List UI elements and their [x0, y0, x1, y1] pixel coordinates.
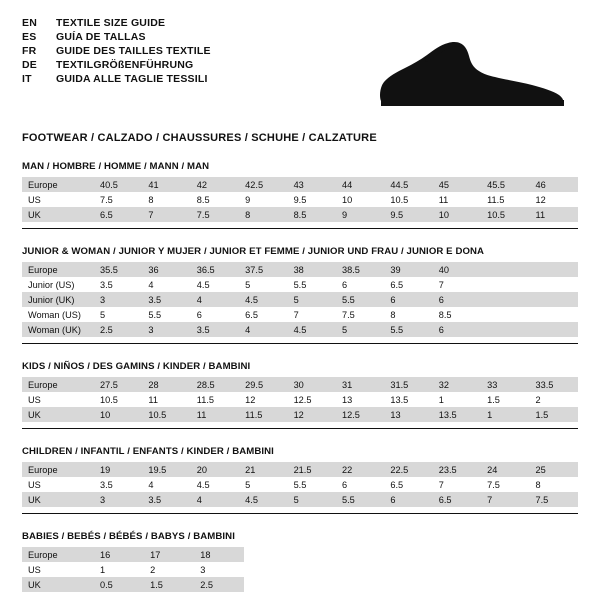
divider — [22, 343, 578, 344]
size-cell: 43 — [288, 177, 336, 192]
size-cell: 40 — [433, 262, 481, 277]
size-cell: 12 — [239, 392, 287, 407]
size-cell: 32 — [433, 377, 481, 392]
size-cell: 7 — [142, 207, 190, 222]
size-cell: 2.5 — [94, 322, 142, 337]
size-table — [22, 177, 578, 222]
size-cell: 5 — [288, 492, 336, 507]
table-row — [22, 262, 578, 277]
table-row — [22, 322, 578, 337]
size-cell: 13.5 — [384, 392, 432, 407]
size-cell: 25 — [530, 462, 578, 477]
language-title: GUIDA ALLE TAGLIE TESSILI — [56, 73, 208, 85]
table-row — [22, 307, 578, 322]
size-cell: 4 — [142, 477, 190, 492]
document-header — [22, 18, 578, 118]
size-cell: 6 — [433, 322, 481, 337]
size-cell: 36 — [142, 262, 190, 277]
row-label: US — [22, 192, 94, 207]
size-cell: 33.5 — [530, 377, 578, 392]
size-cell: 16 — [94, 547, 144, 562]
size-cell: 24 — [481, 462, 529, 477]
size-cell: 19.5 — [142, 462, 190, 477]
size-cell: 8.5 — [191, 192, 239, 207]
size-cell: 3.5 — [94, 477, 142, 492]
size-cell: 4 — [142, 277, 190, 292]
size-cell-empty — [481, 307, 529, 322]
size-cell: 11 — [530, 207, 578, 222]
size-cell: 5.5 — [336, 292, 384, 307]
size-cell: 8 — [384, 307, 432, 322]
size-cell: 3.5 — [94, 277, 142, 292]
row-label: Woman (UK) — [22, 322, 94, 337]
size-cell: 31 — [336, 377, 384, 392]
size-cell: 1 — [433, 392, 481, 407]
size-group-children — [22, 446, 578, 514]
language-row — [22, 46, 211, 60]
size-cell: 6.5 — [384, 277, 432, 292]
size-cell: 46 — [530, 177, 578, 192]
language-code: ES — [22, 31, 37, 43]
size-cell: 42.5 — [239, 177, 287, 192]
language-row — [22, 74, 211, 88]
size-cell: 40.5 — [94, 177, 142, 192]
language-title: GUIDE DES TAILLES TEXTILE — [56, 45, 211, 57]
size-cell: 3.5 — [142, 492, 190, 507]
size-cell: 3 — [142, 322, 190, 337]
table-row — [22, 577, 244, 592]
size-cell: 6.5 — [239, 307, 287, 322]
size-cell: 4 — [191, 492, 239, 507]
group-title: MAN / HOMBRE / HOMME / MANN / MAN — [22, 161, 210, 172]
size-cell: 27.5 — [94, 377, 142, 392]
row-label: US — [22, 562, 94, 577]
size-cell: 9.5 — [384, 207, 432, 222]
size-cell: 13 — [336, 392, 384, 407]
size-table — [22, 262, 578, 337]
size-cell-empty — [530, 262, 578, 277]
size-cell: 11 — [433, 192, 481, 207]
size-cell: 18 — [194, 547, 244, 562]
size-cell: 30 — [288, 377, 336, 392]
size-cell: 6 — [336, 277, 384, 292]
size-table — [22, 462, 578, 507]
row-label: US — [22, 477, 94, 492]
size-cell: 5 — [336, 322, 384, 337]
size-cell: 2.5 — [194, 577, 244, 592]
size-cell: 4.5 — [288, 322, 336, 337]
table-row — [22, 407, 578, 422]
size-cell: 1.5 — [481, 392, 529, 407]
row-label: Europe — [22, 462, 94, 477]
row-label: UK — [22, 492, 94, 507]
size-cell: 1 — [94, 562, 144, 577]
size-cell-empty — [530, 277, 578, 292]
size-cell: 17 — [144, 547, 194, 562]
table-row — [22, 462, 578, 477]
language-title: TEXTILE SIZE GUIDE — [56, 17, 166, 29]
size-cell: 20 — [191, 462, 239, 477]
language-code: IT — [22, 73, 32, 85]
table-row — [22, 492, 578, 507]
table-row — [22, 177, 578, 192]
size-cell: 6 — [191, 307, 239, 322]
size-cell: 8 — [142, 192, 190, 207]
size-cell: 6 — [336, 477, 384, 492]
language-row — [22, 18, 211, 32]
row-label: UK — [22, 407, 94, 422]
size-cell: 8 — [530, 477, 578, 492]
size-cell: 10.5 — [94, 392, 142, 407]
size-cell: 10 — [433, 207, 481, 222]
size-cell: 22 — [336, 462, 384, 477]
size-cell: 10.5 — [384, 192, 432, 207]
size-cell: 10 — [336, 192, 384, 207]
size-cell: 7.5 — [530, 492, 578, 507]
dress-shoe-icon — [373, 38, 568, 110]
size-cell: 28.5 — [191, 377, 239, 392]
size-cell-empty — [481, 262, 529, 277]
size-cell: 5 — [94, 307, 142, 322]
row-label: UK — [22, 207, 94, 222]
language-title-list — [22, 18, 211, 88]
size-cell: 4 — [191, 292, 239, 307]
size-cell: 7.5 — [481, 477, 529, 492]
size-cell-empty — [481, 292, 529, 307]
size-cell-empty — [530, 322, 578, 337]
size-cell: 21.5 — [288, 462, 336, 477]
table-row — [22, 562, 244, 577]
row-label: Europe — [22, 377, 94, 392]
size-cell-empty — [481, 277, 529, 292]
table-row — [22, 192, 578, 207]
size-cell: 7 — [433, 477, 481, 492]
size-cell: 7 — [481, 492, 529, 507]
size-group-man — [22, 161, 578, 229]
group-title: KIDS / NIÑOS / DES GAMINS / KINDER / BAMBINI — [22, 361, 251, 372]
size-cell: 5.5 — [288, 477, 336, 492]
group-title: JUNIOR & WOMAN / JUNIOR Y MUJER / JUNIOR ET FEMME / JUNIOR UND FRAU / JUNIOR E DONA — [22, 246, 485, 257]
size-cell: 3.5 — [142, 292, 190, 307]
size-cell: 6.5 — [94, 207, 142, 222]
size-cell: 12.5 — [288, 392, 336, 407]
size-cell: 10 — [94, 407, 142, 422]
size-cell: 11 — [191, 407, 239, 422]
row-label: Europe — [22, 262, 94, 277]
table-row — [22, 377, 578, 392]
size-cell: 42 — [191, 177, 239, 192]
size-cell-empty — [481, 322, 529, 337]
size-cell: 21 — [239, 462, 287, 477]
size-cell: 19 — [94, 462, 142, 477]
size-cell: 3 — [94, 492, 142, 507]
size-cell: 39 — [384, 262, 432, 277]
size-cell: 37.5 — [239, 262, 287, 277]
size-cell: 4.5 — [239, 292, 287, 307]
size-cell: 10.5 — [142, 407, 190, 422]
size-cell: 5.5 — [384, 322, 432, 337]
size-cell: 0.5 — [94, 577, 144, 592]
size-cell: 7 — [288, 307, 336, 322]
size-cell: 11.5 — [191, 392, 239, 407]
row-label: Woman (US) — [22, 307, 94, 322]
size-cell: 4.5 — [191, 277, 239, 292]
size-cell: 38.5 — [336, 262, 384, 277]
size-cell: 5.5 — [336, 492, 384, 507]
size-group-kids — [22, 361, 578, 429]
size-cell: 7.5 — [191, 207, 239, 222]
table-row — [22, 392, 578, 407]
row-label: Junior (US) — [22, 277, 94, 292]
size-cell: 4.5 — [191, 477, 239, 492]
size-cell: 4 — [239, 322, 287, 337]
row-label: US — [22, 392, 94, 407]
row-label: Junior (UK) — [22, 292, 94, 307]
size-cell: 44.5 — [384, 177, 432, 192]
size-cell: 38 — [288, 262, 336, 277]
size-cell: 33 — [481, 377, 529, 392]
size-cell: 36.5 — [191, 262, 239, 277]
size-cell: 9 — [336, 207, 384, 222]
size-table — [22, 547, 244, 592]
size-cell: 45 — [433, 177, 481, 192]
size-cell: 8.5 — [288, 207, 336, 222]
row-label: Europe — [22, 547, 94, 562]
page-title: FOOTWEAR / CALZADO / CHAUSSURES / SCHUHE / CALZATURE — [22, 132, 377, 144]
size-cell: 5 — [239, 277, 287, 292]
size-cell: 6 — [433, 292, 481, 307]
size-cell: 8 — [239, 207, 287, 222]
size-cell-empty — [530, 307, 578, 322]
size-cell: 13 — [384, 407, 432, 422]
language-code: EN — [22, 17, 37, 29]
size-cell: 41 — [142, 177, 190, 192]
size-cell: 29.5 — [239, 377, 287, 392]
size-cell: 11.5 — [481, 192, 529, 207]
size-cell: 5 — [239, 477, 287, 492]
table-row — [22, 292, 578, 307]
size-cell: 5 — [288, 292, 336, 307]
size-cell: 45.5 — [481, 177, 529, 192]
language-row — [22, 60, 211, 74]
table-row — [22, 477, 578, 492]
divider — [22, 428, 578, 429]
size-cell: 6.5 — [433, 492, 481, 507]
divider — [22, 513, 578, 514]
language-title: TEXTILGRÖßENFÜHRUNG — [56, 59, 194, 71]
size-cell: 9 — [239, 192, 287, 207]
row-label: Europe — [22, 177, 94, 192]
size-cell: 28 — [142, 377, 190, 392]
size-cell: 12 — [288, 407, 336, 422]
row-label: UK — [22, 577, 94, 592]
size-cell: 10.5 — [481, 207, 529, 222]
size-cell: 3.5 — [191, 322, 239, 337]
table-row — [22, 277, 578, 292]
size-cell: 11.5 — [239, 407, 287, 422]
size-cell: 7 — [433, 277, 481, 292]
size-cell: 6 — [384, 292, 432, 307]
size-cell: 1 — [481, 407, 529, 422]
size-cell: 5.5 — [142, 307, 190, 322]
size-cell: 31.5 — [384, 377, 432, 392]
size-cell: 22.5 — [384, 462, 432, 477]
language-code: DE — [22, 59, 37, 71]
size-cell: 2 — [144, 562, 194, 577]
size-cell: 44 — [336, 177, 384, 192]
language-title: GUÍA DE TALLAS — [56, 31, 146, 43]
size-cell-empty — [530, 292, 578, 307]
group-title: CHILDREN / INFANTIL / ENFANTS / KINDER / BAMBINI — [22, 446, 274, 457]
size-cell: 5.5 — [288, 277, 336, 292]
size-group-babies — [22, 531, 578, 592]
size-cell: 6 — [384, 492, 432, 507]
size-cell: 8.5 — [433, 307, 481, 322]
table-row — [22, 547, 244, 562]
size-cell: 1.5 — [144, 577, 194, 592]
size-cell: 4.5 — [239, 492, 287, 507]
divider — [22, 228, 578, 229]
language-code: FR — [22, 45, 37, 57]
size-cell: 11 — [142, 392, 190, 407]
size-cell: 2 — [530, 392, 578, 407]
size-cell: 1.5 — [530, 407, 578, 422]
size-cell: 35.5 — [94, 262, 142, 277]
size-cell: 12 — [530, 192, 578, 207]
size-cell: 7.5 — [94, 192, 142, 207]
size-cell: 3 — [94, 292, 142, 307]
size-cell: 9.5 — [288, 192, 336, 207]
size-group-junior-woman — [22, 246, 578, 344]
size-cell: 23.5 — [433, 462, 481, 477]
language-title-list-body — [22, 18, 211, 88]
language-row — [22, 32, 211, 46]
size-cell: 7.5 — [336, 307, 384, 322]
table-row — [22, 207, 578, 222]
size-cell: 12.5 — [336, 407, 384, 422]
size-cell: 6.5 — [384, 477, 432, 492]
size-cell: 13.5 — [433, 407, 481, 422]
group-title: BABIES / BEBÉS / BÉBÉS / BABYS / BAMBINI — [22, 531, 235, 542]
size-cell: 3 — [194, 562, 244, 577]
size-table — [22, 377, 578, 422]
